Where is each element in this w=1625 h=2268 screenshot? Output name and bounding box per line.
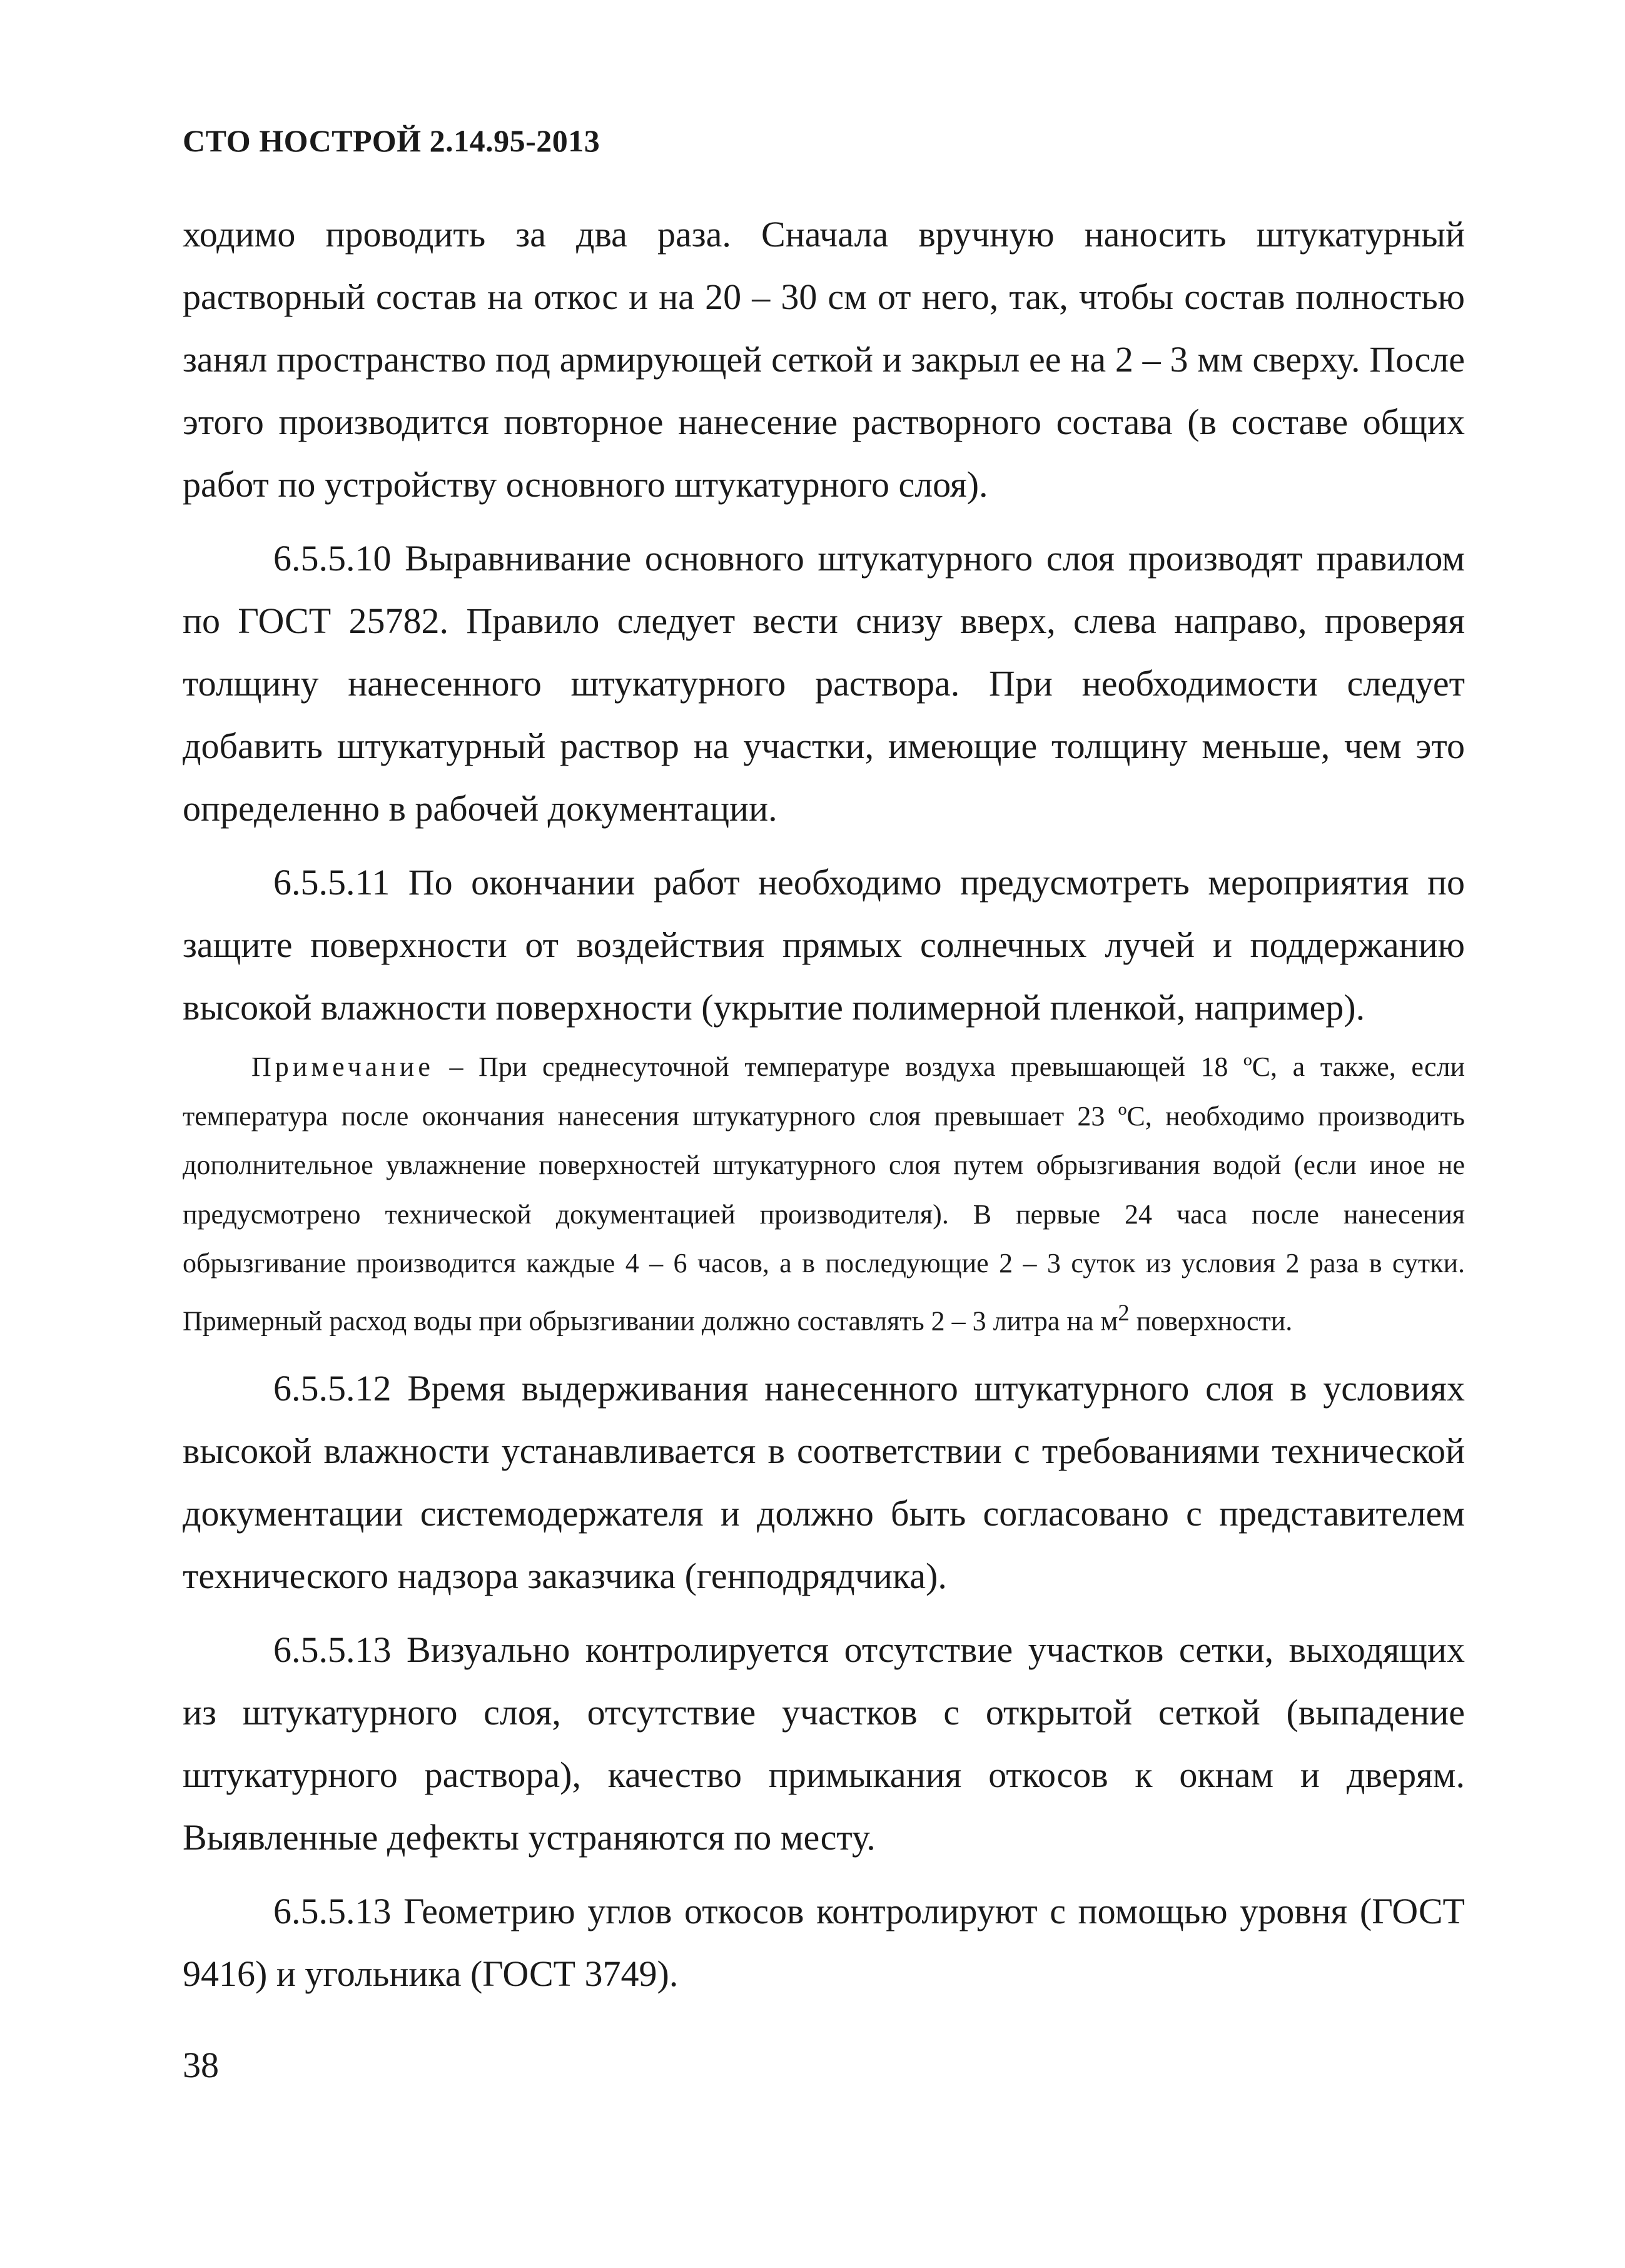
note-paragraph: [183, 1043, 1465, 1346]
note-block: [183, 1043, 1465, 1346]
note-superscript: 2: [1118, 1299, 1130, 1325]
note-text: – При среднесуточной температуре воздуха превышающей 18 ºС, а также, если температура после окончания нанесения штукатурного слоя превышает 23 ºС, необходимо производить дополнительное увлажнение поверхностей штукатурного слоя путем обрызгивания водой (если иное не предусмотрено технической документацией производителя). В первые 24 часа после нанесения обрызгивание производится каждые 4 – 6 часов, а в последующие 2 – 3 суток из условия 2 раза в сутки. Примерный расход воды при обрызгивании должно составлять 2 – 3 литра на м: [183, 1051, 1465, 1337]
paragraph-6-5-5-11: 6.5.5.11 По окончании работ необходимо предусмотреть мероприятия по защите поверхности от воздействия прямых солнечных лучей и поддержанию высокой влажности поверхности (укрытие полимерной пленкой, например).: [183, 862, 1465, 1028]
paragraph-6-5-5-12: 6.5.5.12 Время выдерживания нанесенного штукатурного слоя в условиях высокой влажности устанавливается в соответствии с требованиями технической документации системодержателя и должно быть согласовано с представителем технического надзора заказчика (генподрядчика).: [183, 1367, 1465, 1596]
paragraph-6-5-5-10: 6.5.5.10 Выравнивание основного штукатурного слоя производят правилом по ГОСТ 25782. Правило следует вести снизу вверх, слева направо, проверяя толщину нанесенного штукатурного раствора. При необходимости следует добавить штукатурный раствор на участки, имеющие толщину меньше, чем это определенно в рабочей документации.: [183, 538, 1465, 829]
note-text-end: поверхности.: [1129, 1305, 1293, 1337]
page-number: 38: [183, 2045, 219, 2085]
paragraph-6-5-5-13-visual: 6.5.5.13 Визуально контролируется отсутствие участков сетки, выходящих из штукатурного слоя, отсутствие участков с открытой сеткой (выпадение штукатурного раствора), качество примыкания откосов к окнам и дверям. Выявленные дефекты устраняются по месту.: [183, 1629, 1465, 1858]
document-header: СТО НОСТРОЙ 2.14.95-2013: [183, 123, 600, 158]
document-body: [183, 203, 1465, 2005]
paragraph-continuation: ходимо проводить за два раза. Сначала вручную наносить штукатурный растворный состав на откос и на 20 – 30 см от него, так, чтобы состав полностью занял пространство под армирующей сеткой и закрыл ее на 2 – 3 мм сверху. После этого производится повторное нанесение растворного состава (в составе общих работ по устройству основного штукатурного слоя).: [183, 214, 1465, 505]
note-label: Примечание: [251, 1051, 434, 1082]
paragraph-6-5-5-13-geometry: 6.5.5.13 Геометрию углов откосов контролируют с помощью уровня (ГОСТ 9416) и угольника (ГОСТ 3749).: [183, 1890, 1465, 1994]
